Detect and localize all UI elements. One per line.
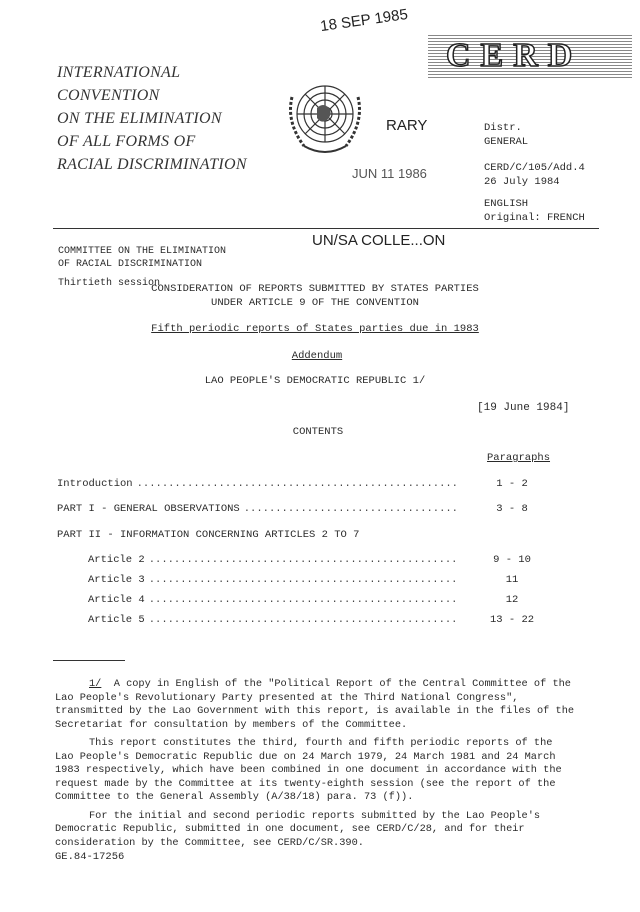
- heading: CONSIDERATION OF REPORTS SUBMITTED BY STATES PARTIES: [151, 283, 479, 295]
- convention-title-line: OF ALL FORMS OF: [57, 133, 196, 150]
- toc-paragraphs: 3 - 8: [496, 503, 528, 515]
- toc-label: Article 4: [88, 594, 145, 606]
- document-language: ENGLISH: [484, 198, 529, 210]
- footnote-1: [55, 678, 575, 850]
- toc-paragraphs: 13 - 22: [489, 614, 535, 626]
- convention-title-line: INTERNATIONAL: [57, 64, 181, 81]
- toc-paragraphs: 1 - 2: [496, 478, 528, 490]
- toc-leader-dots: ..................................: [243, 503, 458, 515]
- toc-leader-dots: ...................................................: [136, 478, 458, 490]
- committee-name: COMMITTEE ON THE ELIMINATION: [58, 246, 227, 257]
- toc-label: Article 3: [88, 574, 145, 586]
- cerd-logo-text: CERD: [446, 37, 583, 74]
- document-symbol: CERD/C/105/Add.4: [484, 162, 585, 174]
- addendum: Addendum: [291, 350, 343, 362]
- toc-row: [88, 574, 547, 588]
- toc-row: [57, 503, 547, 517]
- footnote-text: For the initial and second periodic reports submitted by the Lao People's Democratic Republic, submitted in one document, see CERD/C/28, and for their consideration by the Committee, see CERD/C/SR.390.: [55, 809, 541, 849]
- distribution-type: GENERAL: [484, 136, 529, 148]
- toc-row: [57, 529, 547, 543]
- library-stamp: RARY: [386, 117, 428, 134]
- convention-title-line: CONVENTION: [57, 87, 160, 104]
- toc-label: Article 5: [88, 614, 145, 626]
- convention-title-line: RACIAL DISCRIMINATION: [57, 156, 247, 173]
- footnote-text: A copy in English of the "Political Report of the Central Committee of the Lao People's Revolutionary Party presented at the Third National Congress", transmitted by the Lao Government with this report, is available in the files of the Secretariat for consultation by members of the Committee.: [55, 678, 575, 731]
- heading: UNDER ARTICLE 9 OF THE CONVENTION: [211, 297, 419, 309]
- toc-paragraphs: 11: [505, 574, 519, 586]
- footnote-text: This report constitutes the third, fourth and fifth periodic reports of the Lao People's Democratic Republic due on 24 March 1979, 24 March 1981 and 24 March 1983 respectively, which have been combined in one document in accordance with the request made by the Committee at its twenty-eighth session (see the report of the Committee to the General Assembly (A/38/18) para. 73 (f)).: [55, 737, 562, 803]
- toc-leader-dots: .................................................: [148, 574, 458, 586]
- country: LAO PEOPLE'S DEMOCRATIC REPUBLIC 1/: [204, 375, 426, 387]
- toc-label: PART II - INFORMATION CONCERNING ARTICLES 2 TO 7: [57, 529, 360, 541]
- cerd-logo: [428, 33, 632, 78]
- toc-row: [57, 478, 547, 492]
- distribution-label: Distr.: [484, 122, 522, 134]
- received-date-stamp: 18 SEP 1985: [319, 5, 409, 36]
- toc-label: Article 2: [88, 554, 145, 566]
- toc-row: [88, 554, 547, 568]
- header-rule: [53, 228, 599, 229]
- toc-leader-dots: .................................................: [148, 614, 458, 626]
- collection-stamp: UN/SA COLLE...ON: [312, 232, 446, 249]
- toc-leader-dots: .................................................: [148, 554, 458, 566]
- toc-paragraphs: 12: [505, 594, 519, 606]
- toc-paragraphs: 9 - 10: [493, 554, 531, 566]
- document-date: 26 July 1984: [484, 176, 560, 188]
- committee-name: OF RACIAL DISCRIMINATION: [58, 259, 203, 270]
- toc-label: PART I - GENERAL OBSERVATIONS: [57, 503, 240, 515]
- session: Thirtieth session: [58, 278, 161, 289]
- paragraphs-header: Paragraphs: [487, 452, 551, 464]
- toc-row: [88, 594, 547, 608]
- library-date-stamp: JUN 11 1986: [352, 166, 427, 181]
- toc-leader-dots: .................................................: [148, 594, 458, 606]
- toc-label: Introduction: [57, 478, 133, 490]
- toc-row: [88, 614, 547, 628]
- contents-title: CONTENTS: [292, 426, 344, 438]
- convention-title-line: ON THE ELIMINATION: [57, 110, 222, 127]
- footnote-marker: 1/: [89, 678, 102, 690]
- footnote-rule: [53, 660, 125, 661]
- un-emblem-icon: [282, 72, 368, 162]
- subheading: Fifth periodic reports of States parties due in 1983: [151, 323, 479, 335]
- job-number: GE.84-17256: [55, 851, 125, 863]
- original-language: Original: FRENCH: [484, 212, 585, 224]
- report-date: [19 June 1984]: [477, 402, 570, 414]
